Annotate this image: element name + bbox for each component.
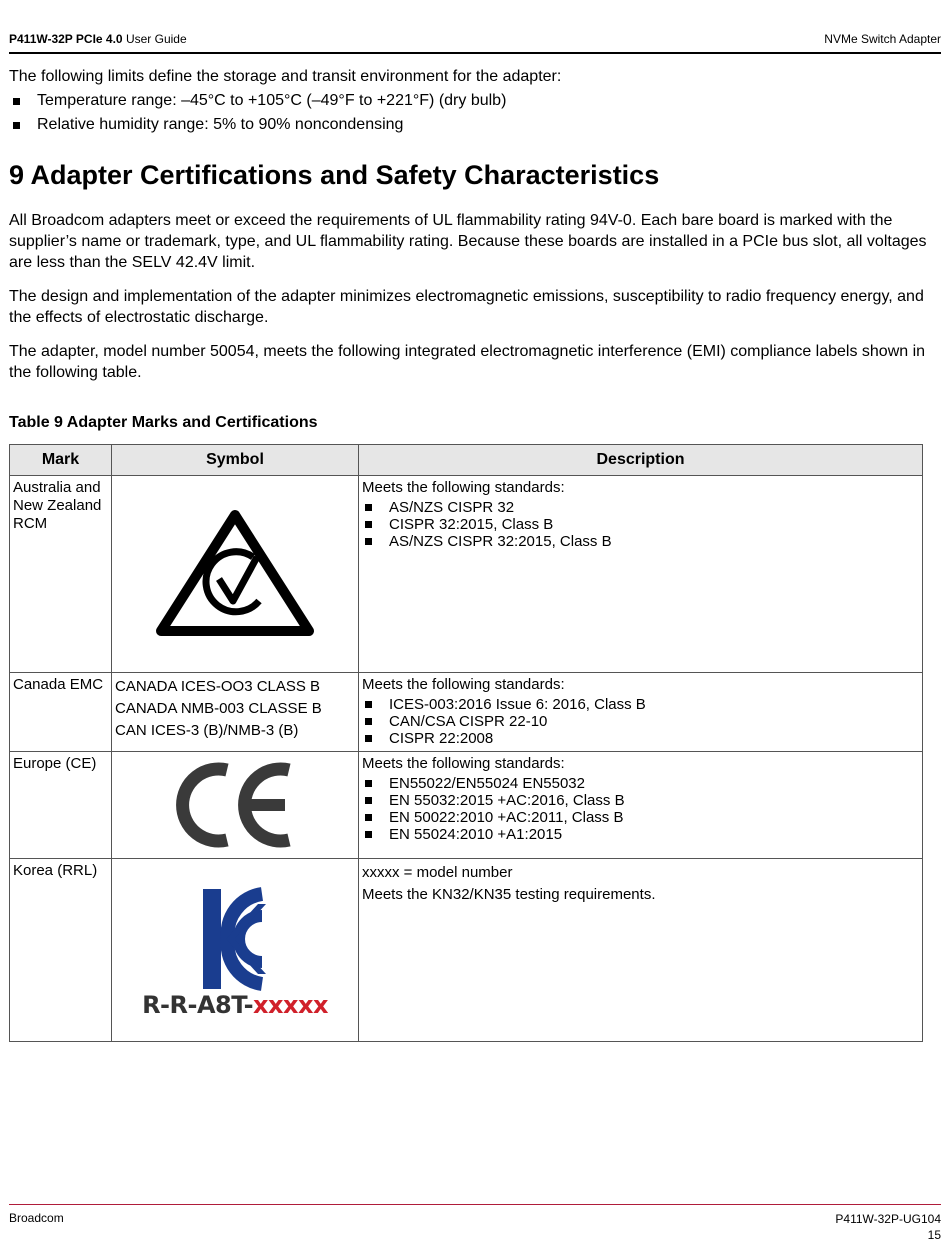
description-line: xxxxx = model number [362,864,513,881]
list-item: CISPR 22:2008 [362,730,919,747]
kc-code-prefix: R-R-A8T- [142,990,254,1019]
intro-text: The following limits define the storage and transit environment for the adapter: [9,68,562,85]
section-paragraph: The design and implementation of the adapter minimizes electromagnetic emissions, susceptibility to radio frequency energy, and the effects of electrostatic discharge. [9,288,924,326]
ce-mark-icon [115,755,355,854]
list-item: ICES-003:2016 Issue 6: 2016, Class B [362,696,919,713]
standards-list [362,499,919,550]
column-header-symbol: Symbol [112,445,359,476]
description-lead: Meets the following standards: [362,479,565,496]
description-lead: Meets the following standards: [362,676,565,693]
list-item: EN55022/EN55024 EN55032 [362,775,919,792]
kc-certification-code [142,990,328,1019]
footer-company: Broadcom [9,1211,64,1225]
symbol-text-line: CANADA ICES-OO3 CLASS B [115,678,321,695]
kc-mark-icon [200,886,270,992]
description-lead: Meets the following standards: [362,755,565,772]
symbol-text-line: CANADA NMB-003 CLASSE B [115,700,322,717]
section-paragraph: All Broadcom adapters meet or exceed the requirements of UL flammability rating 94V-0. Each bare board is marked with the supplier’s name or trademark, type, and UL flammability rating. Because these boards are installed in a PCIe bus slot, all voltages are less than the SELV 42.4V limit. [9,212,927,271]
table-row [10,859,923,1042]
description-cell [359,476,923,673]
mark-cell: Korea (RRL) [10,859,112,1042]
intro-bullets [9,89,939,137]
standards-list [362,775,919,843]
symbol-cell [112,752,359,859]
mark-cell: Canada EMC [10,673,112,752]
footer-doc-id: P411W-32P-UG104 [835,1212,941,1226]
kc-code-model: xxxxx [253,990,328,1019]
marks-table [9,444,923,1042]
symbol-text-line: CAN ICES-3 (B)/NMB-3 (B) [115,722,299,739]
description-line: Meets the KN32/KN35 testing requirements. [362,886,656,903]
description-cell [359,752,923,859]
header-doc-title [9,32,187,46]
list-item: AS/NZS CISPR 32 [362,499,919,516]
list-item: CISPR 32:2015, Class B [362,516,919,533]
table-row [10,673,923,752]
table-row [10,476,923,673]
page-content [9,66,939,1042]
description-cell [359,859,923,1042]
page-header [9,32,941,54]
table-row [10,752,923,859]
kc-mark [115,862,355,1037]
table-caption: Table 9 Adapter Marks and Certifications [9,414,318,431]
description-cell [359,673,923,752]
page-number: 15 [927,1228,941,1242]
list-item: CAN/CSA CISPR 22-10 [362,713,919,730]
rcm-mark-icon [115,479,355,668]
column-header-description: Description [359,445,923,476]
header-doc-title-bold: P411W-32P PCIe 4.0 [9,32,123,46]
list-item: EN 55032:2015 +AC:2016, Class B [362,792,919,809]
intro-bullet: Relative humidity range: 5% to 90% noncondensing [9,113,939,137]
column-header-mark: Mark [10,445,112,476]
footer-doc-info [835,1211,941,1243]
header-chapter: NVMe Switch Adapter [824,32,941,46]
intro-bullet: Temperature range: –45°C to +105°C (–49°F to +221°F) (dry bulb) [9,89,939,113]
section-title: 9 Adapter Certifications and Safety Characteristics [9,160,660,190]
standards-list [362,696,919,747]
page-footer [9,1204,941,1242]
list-item: EN 50022:2010 +AC:2011, Class B [362,809,919,826]
symbol-cell [112,859,359,1042]
table-header-row [10,445,923,476]
symbol-cell [112,476,359,673]
list-item: AS/NZS CISPR 32:2015, Class B [362,533,919,550]
mark-cell: Europe (CE) [10,752,112,859]
list-item: EN 55024:2010 +A1:2015 [362,826,919,843]
symbol-cell [112,673,359,752]
mark-cell: Australia and New Zealand RCM [10,476,112,673]
section-paragraph: The adapter, model number 50054, meets the following integrated electromagnetic interference (EMI) compliance labels shown in the following table. [9,343,926,381]
header-doc-title-rest: User Guide [122,32,187,46]
